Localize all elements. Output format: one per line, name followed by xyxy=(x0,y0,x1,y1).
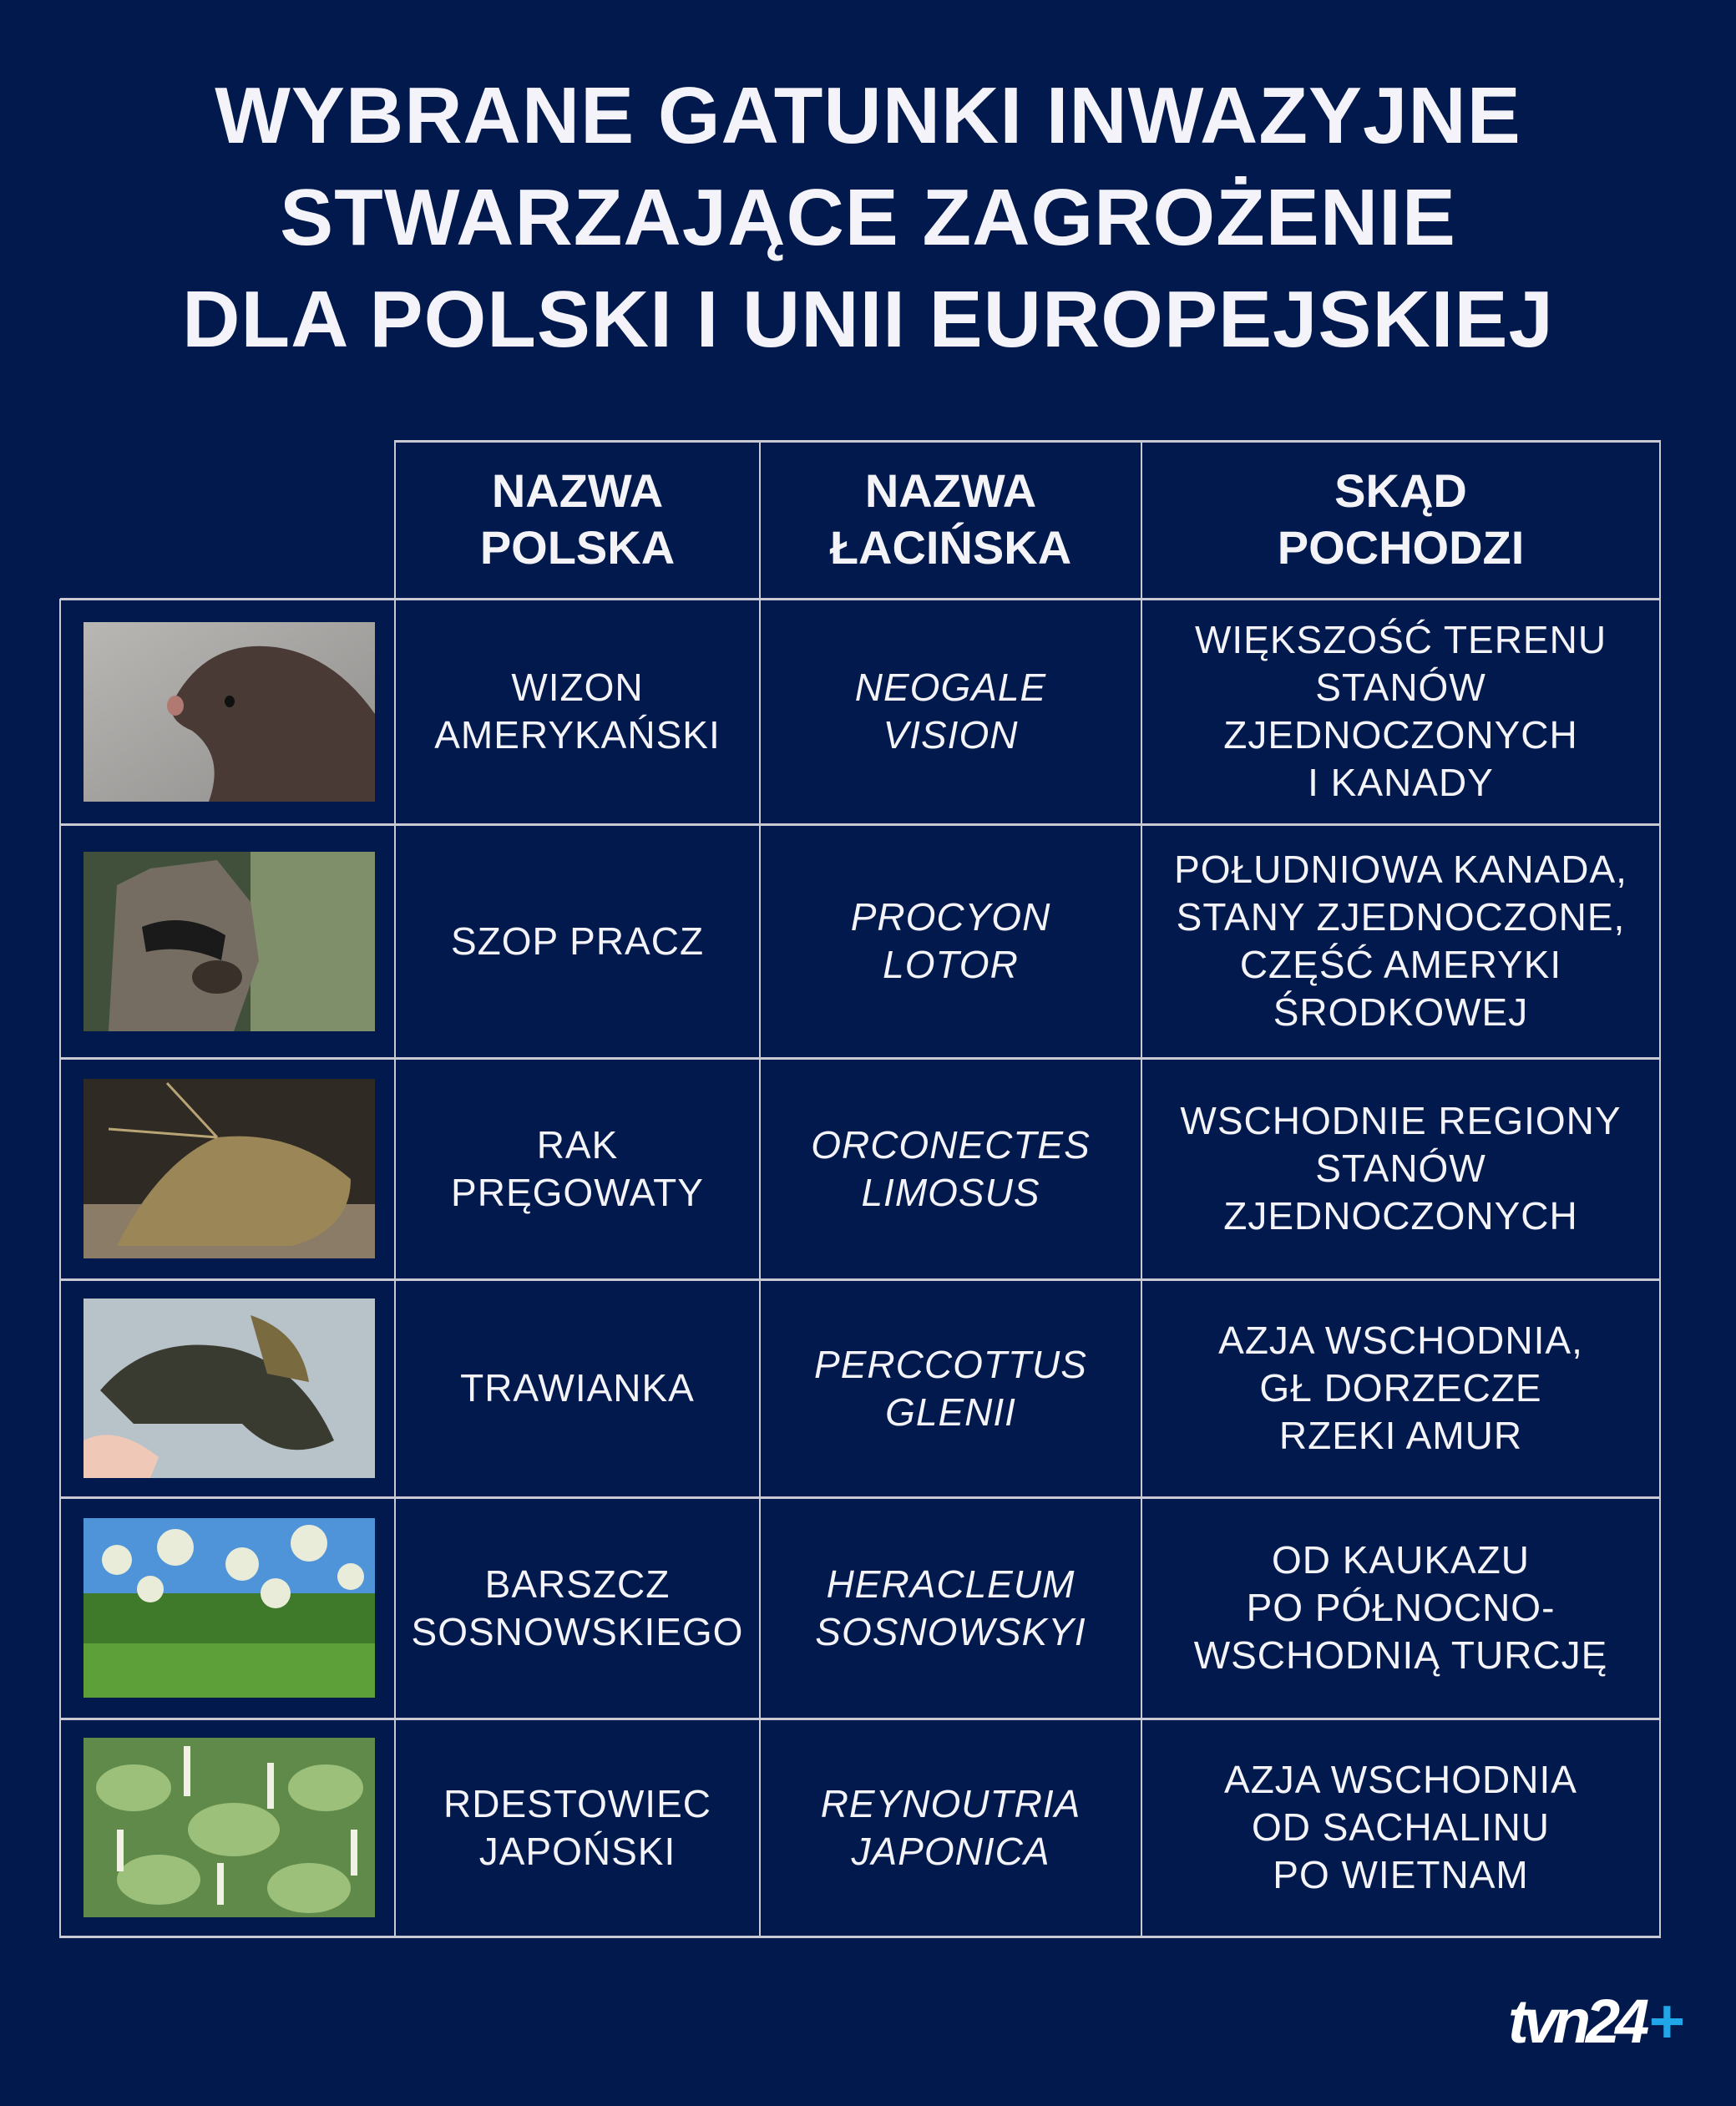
origin-cell xyxy=(1141,599,1660,824)
origin-cell xyxy=(1141,1279,1660,1497)
cell-line: TRAWIANKA xyxy=(460,1366,695,1410)
cell-line: ZJEDNOCZONYCH xyxy=(1223,713,1578,757)
cell-line: PO PÓŁNOCNO- xyxy=(1246,1586,1556,1629)
cell-line: OD KAUKAZU xyxy=(1271,1538,1531,1582)
cell-line: OD SACHALINU xyxy=(1251,1805,1551,1849)
cell-line: ZJEDNOCZONYCH xyxy=(1223,1194,1578,1238)
cell-line: STANÓW xyxy=(1315,666,1486,709)
polish-name-cell xyxy=(395,1279,760,1497)
title-line-3: DLA POLSKI I UNII EUROPEJSKIEJ xyxy=(182,275,1554,364)
raccoon-photo xyxy=(84,852,375,1031)
cell-line: SZOP PRACZ xyxy=(450,919,705,963)
cell-line: SOSNOWSKIEGO xyxy=(411,1609,744,1653)
cell-line: PO WIETNAM xyxy=(1273,1853,1529,1896)
header-line: POCHODZI xyxy=(1277,521,1525,574)
cell-line: I KANADY xyxy=(1308,761,1494,804)
cell-line: CZĘŚĆ AMERYKI xyxy=(1239,943,1562,986)
header-line: NAZWA xyxy=(864,464,1037,517)
polish-name-cell xyxy=(395,824,760,1058)
origin-cell xyxy=(1141,1719,1660,1936)
cell-line: PROCYON xyxy=(850,895,1051,939)
polish-name-cell xyxy=(395,1497,760,1719)
cell-line: POŁUDNIOWA KANADA, xyxy=(1174,848,1627,891)
cell-line: LIMOSUS xyxy=(861,1170,1040,1214)
cell-line: LOTOR xyxy=(883,943,1019,986)
cell-line: STANÓW xyxy=(1315,1147,1486,1190)
cell-line: WSCHODNIE REGIONY xyxy=(1180,1099,1622,1142)
polish-name-cell xyxy=(395,599,760,824)
latin-name-cell xyxy=(760,1279,1141,1497)
header-line: ŁACIŃSKA xyxy=(829,521,1072,574)
cell-line: SOSNOWSKYI xyxy=(815,1609,1086,1653)
origin-cell xyxy=(1141,1497,1660,1719)
cell-line: PRĘGOWATY xyxy=(451,1170,704,1214)
cell-line: VISION xyxy=(883,713,1019,757)
header-line: SKĄD xyxy=(1334,464,1467,517)
grid-line xyxy=(59,599,61,1938)
amur-sleeper-fish-photo xyxy=(84,1299,375,1478)
column-header-latin-name xyxy=(760,440,1141,599)
cell-line: JAPONICA xyxy=(851,1829,1050,1873)
polish-name-cell xyxy=(395,1719,760,1936)
latin-name-cell xyxy=(760,1058,1141,1279)
logo-text: tvn24 xyxy=(1508,1987,1645,2056)
japanese-knotweed-photo xyxy=(84,1738,375,1917)
giant-hogweed-photo xyxy=(84,1518,375,1698)
cell-line: PERCCOTTUS xyxy=(814,1342,1087,1386)
latin-name-cell xyxy=(760,599,1141,824)
column-header-origin xyxy=(1141,440,1660,599)
cell-line: JAPOŃSKI xyxy=(478,1829,676,1873)
plus-icon: + xyxy=(1647,1987,1679,2056)
cell-line: HERACLEUM xyxy=(826,1562,1076,1606)
origin-cell xyxy=(1141,824,1660,1058)
latin-name-cell xyxy=(760,1497,1141,1719)
cell-line: GLENII xyxy=(885,1390,1016,1434)
page-title xyxy=(0,65,1736,371)
cell-line: REYNOUTRIA xyxy=(820,1781,1081,1825)
cell-line: ORCONECTES xyxy=(811,1122,1091,1167)
cell-line: RZEKI AMUR xyxy=(1278,1414,1523,1457)
cell-line: RDESTOWIEC xyxy=(443,1781,711,1825)
tvn24-plus-logo xyxy=(1508,1987,1679,2056)
column-header-polish-name xyxy=(395,440,760,599)
latin-name-cell xyxy=(760,824,1141,1058)
title-line-2: STWARZAJĄCE ZAGROŻENIE xyxy=(280,173,1456,262)
cell-line: NEOGALE xyxy=(854,666,1047,709)
polish-name-cell xyxy=(395,1058,760,1279)
cell-line: AZJA WSCHODNIA, xyxy=(1218,1319,1583,1362)
cell-line: AZJA WSCHODNIA xyxy=(1224,1758,1577,1801)
title-line-1: WYBRANE GATUNKI INWAZYJNE xyxy=(215,71,1521,160)
cell-line: RAK xyxy=(536,1122,619,1167)
cell-line: WIĘKSZOŚĆ TERENU xyxy=(1194,618,1607,661)
cell-line: WIZON xyxy=(511,666,644,709)
latin-name-cell xyxy=(760,1719,1141,1936)
american-mink-photo xyxy=(84,622,375,802)
header-line: NAZWA xyxy=(491,464,664,517)
header-line: POLSKA xyxy=(479,521,676,574)
cell-line: AMERYKAŃSKI xyxy=(434,713,721,757)
cell-line: STANY ZJEDNOCZONE, xyxy=(1176,895,1626,939)
cell-line: BARSZCZ xyxy=(484,1562,671,1606)
origin-cell xyxy=(1141,1058,1660,1279)
cell-line: GŁ DORZECZE xyxy=(1259,1366,1542,1410)
crayfish-photo xyxy=(84,1079,375,1258)
cell-line: ŚRODKOWEJ xyxy=(1273,990,1529,1034)
cell-line: WSCHODNIĄ TURCJĘ xyxy=(1193,1633,1608,1677)
